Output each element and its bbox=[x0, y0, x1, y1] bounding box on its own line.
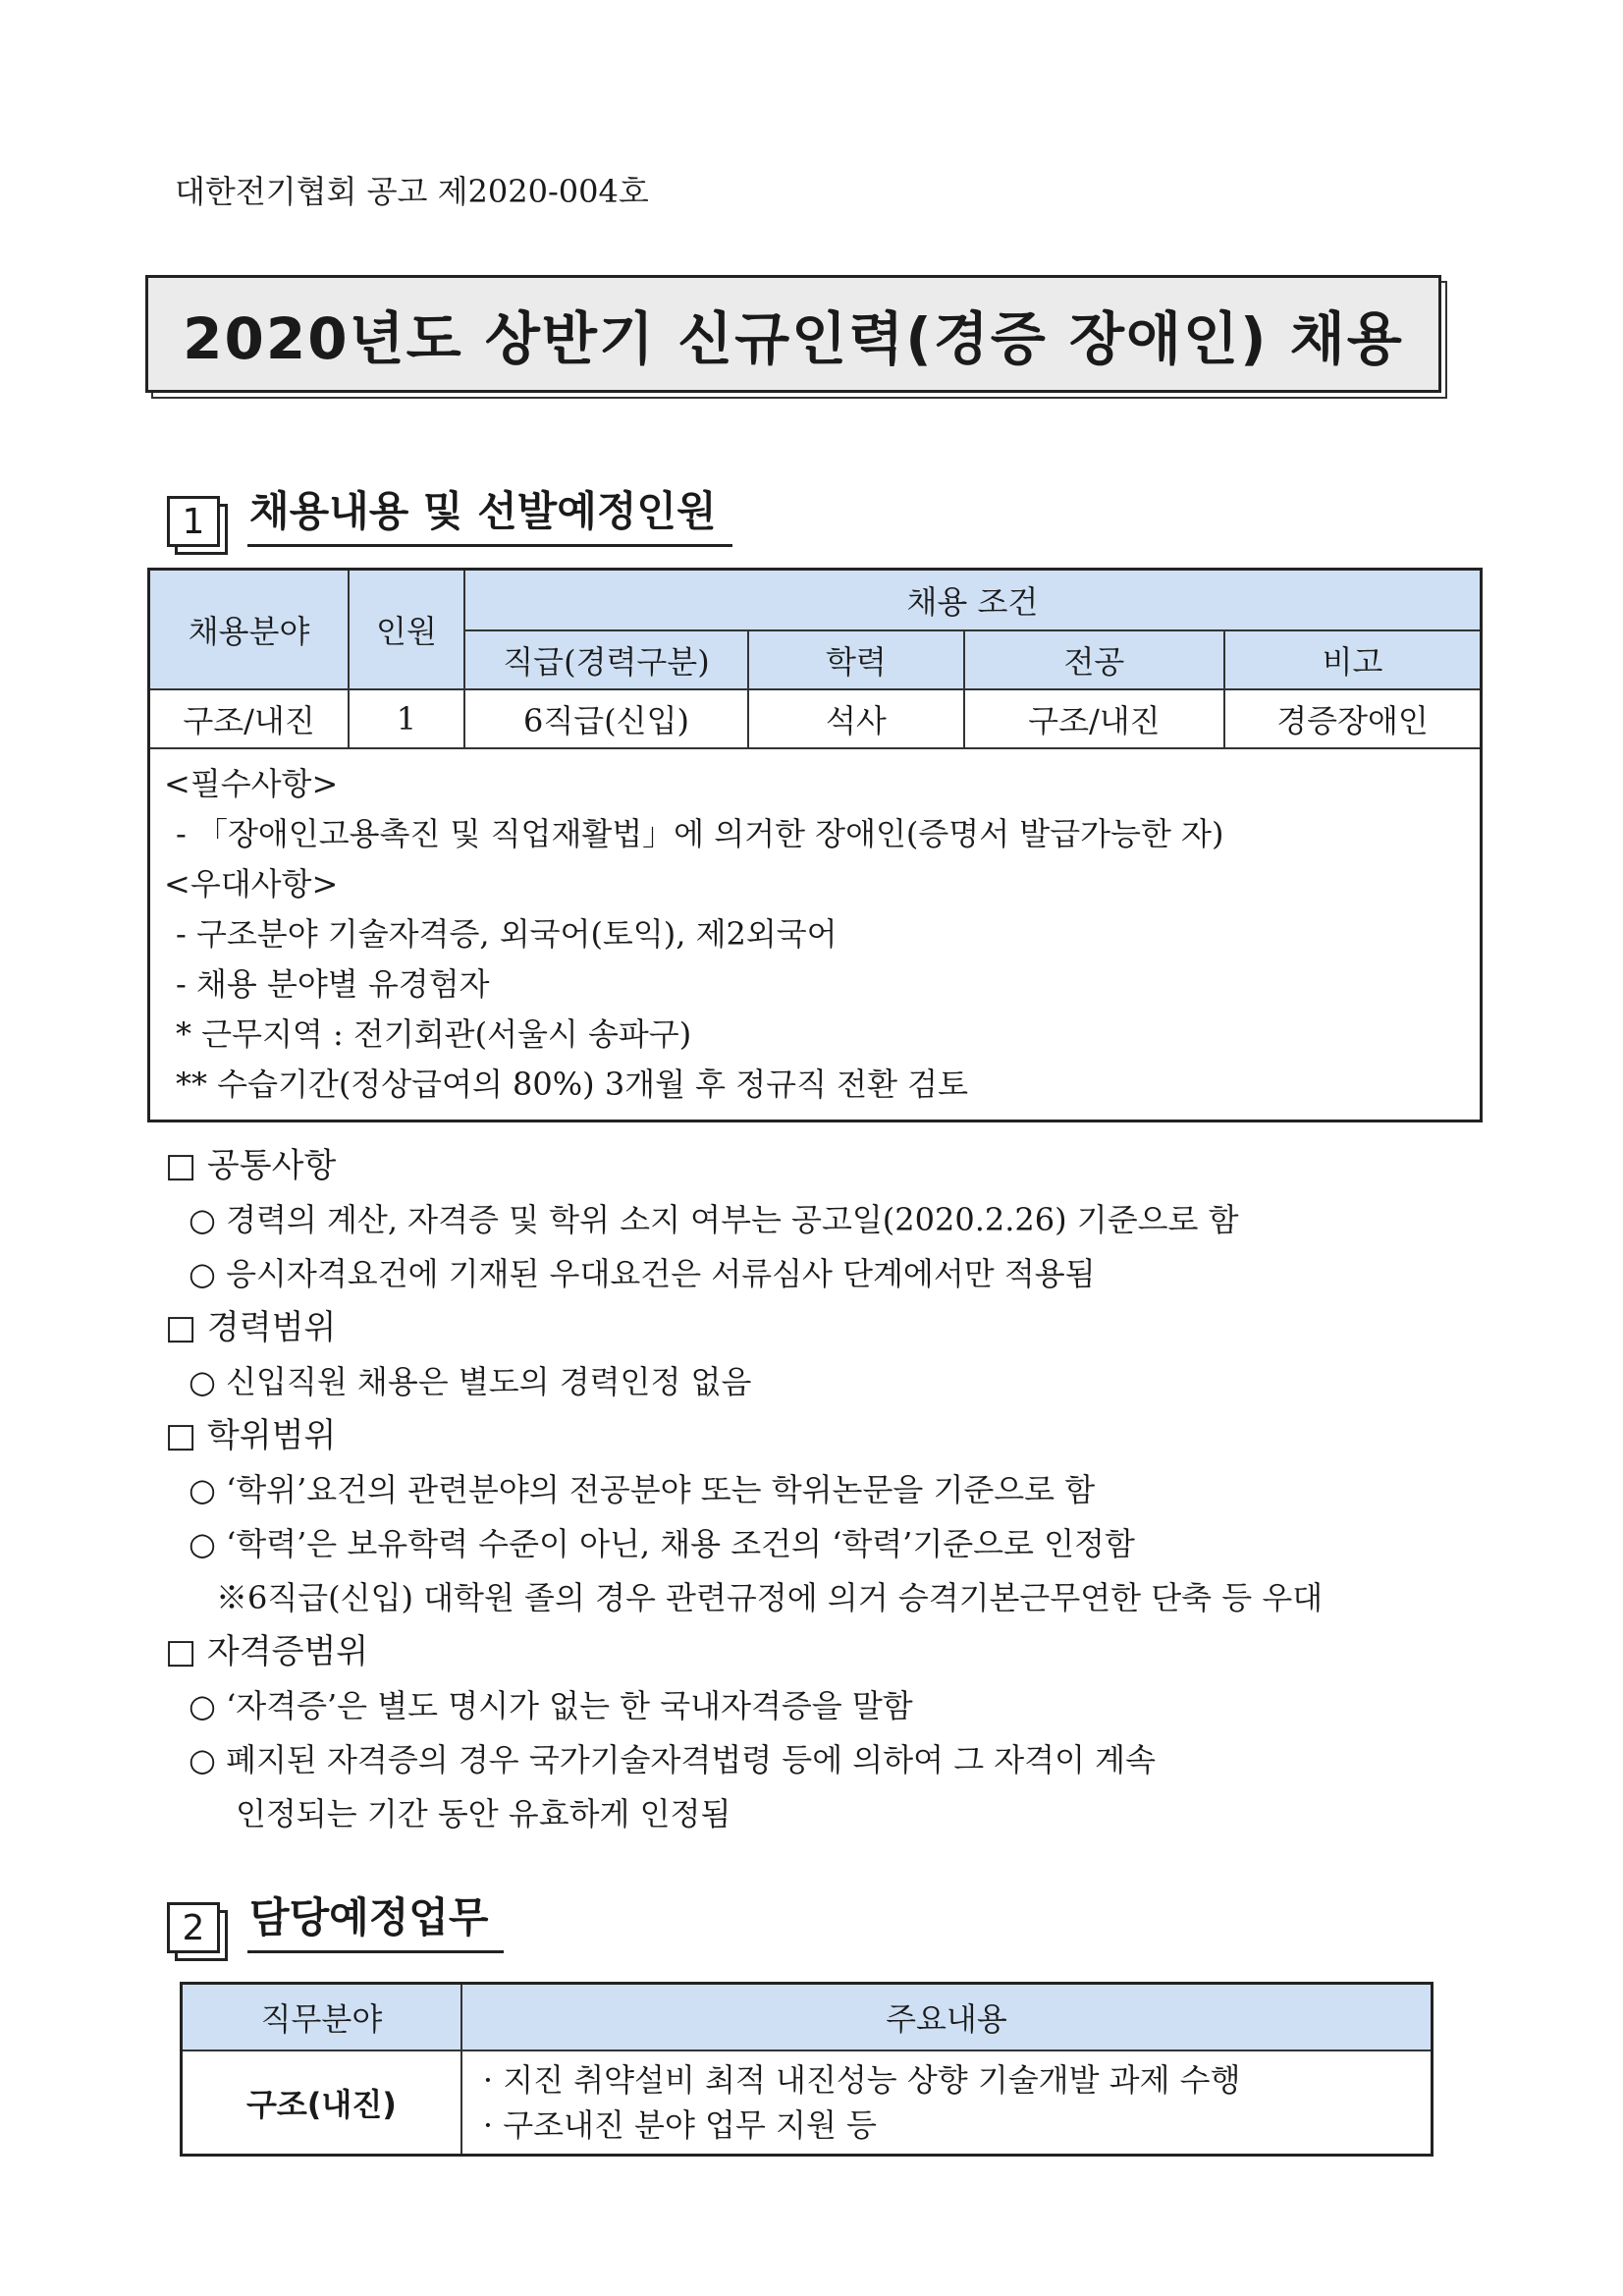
section-1-number-box bbox=[167, 496, 222, 547]
list-item: ○ 경력의 계산, 자격증 및 학위 소지 여부는 공고일(2020.2.26) 기준으로 함 bbox=[189, 1201, 1239, 1238]
section-2-title: 담당예정업무 bbox=[247, 1886, 504, 1953]
header-grade: 직급(경력구분) bbox=[464, 630, 748, 689]
list-item: ○ ‘자격증’은 별도 명시가 없는 한 국내자격증을 말함 bbox=[189, 1687, 913, 1724]
section-1-number: 1 bbox=[167, 496, 220, 547]
page-title: 2020년도 상반기 신규인력(경증 장애인) 채용 bbox=[145, 275, 1441, 393]
section-2-heading bbox=[167, 1886, 504, 1953]
header-major: 전공 bbox=[964, 630, 1224, 689]
note-line: <우대사항> bbox=[164, 864, 339, 902]
cell-count: 1 bbox=[349, 689, 464, 748]
cell-field: 구조/내진 bbox=[149, 689, 350, 748]
notice-number: 대한전기협회 공고 제2020-004호 bbox=[175, 173, 649, 210]
duty-line: · 지진 취약설비 최적 내진성능 상향 기술개발 과제 수행 bbox=[482, 2060, 1241, 2099]
list-item: ○ ‘학위’요건의 관련분야의 전공분야 또는 학위논문을 기준으로 함 bbox=[189, 1471, 1096, 1508]
list-item: ○ 폐지된 자격증의 경우 국가기술자격법령 등에 의하여 그 자격이 계속 bbox=[189, 1741, 1157, 1778]
table-row bbox=[149, 689, 1482, 748]
note-line: - 「장애인고용촉진 및 직업재활법」에 의거한 장애인(증명서 발급가능한 자) bbox=[176, 814, 1224, 852]
header-duty-field: 직무분야 bbox=[182, 1984, 461, 2051]
duties-table bbox=[180, 1982, 1434, 2157]
item-heading: □ 공통사항 bbox=[165, 1146, 337, 1185]
duty-line: · 구조내진 분야 업무 지원 등 bbox=[482, 2105, 877, 2144]
duty-field: 구조(내진) bbox=[182, 2050, 461, 2155]
header-duty-content: 주요내용 bbox=[461, 1984, 1433, 2051]
table-row bbox=[182, 2050, 1433, 2155]
item-heading: □ 학위범위 bbox=[165, 1416, 337, 1455]
notes-cell bbox=[149, 748, 1482, 1121]
sub-note: ※6직급(신입) 대학원 졸의 경우 관련규정에 의거 승격기본근무연한 단축 등 우대 bbox=[216, 1579, 1324, 1616]
title-block bbox=[145, 275, 1441, 393]
item-heading: □ 자격증범위 bbox=[165, 1632, 369, 1671]
note-line: - 채용 분야별 유경험자 bbox=[176, 964, 490, 1003]
header-field: 채용분야 bbox=[149, 570, 350, 689]
header-conditions: 채용 조건 bbox=[464, 570, 1482, 630]
section-1-heading bbox=[167, 479, 732, 547]
note-line: <필수사항> bbox=[164, 764, 339, 802]
duty-content bbox=[461, 2050, 1433, 2155]
cell-major: 구조/내진 bbox=[964, 689, 1224, 748]
section-2-number-box bbox=[167, 1902, 222, 1953]
cell-remarks: 경증장애인 bbox=[1224, 689, 1481, 748]
note-line: - 구조분야 기술자격증, 외국어(토익), 제2외국어 bbox=[176, 914, 838, 953]
list-item: ○ 신입직원 채용은 별도의 경력인정 없음 bbox=[189, 1363, 752, 1400]
section-1-title: 채용내용 및 선발예정인원 bbox=[247, 479, 732, 547]
recruitment-table bbox=[147, 568, 1483, 1122]
item-heading: □ 경력범위 bbox=[165, 1308, 337, 1347]
list-item: ○ 응시자격요건에 기재된 우대요건은 서류심사 단계에서만 적용됨 bbox=[189, 1255, 1096, 1292]
note-line: * 근무지역 : 전기회관(서울시 송파구) bbox=[176, 1014, 692, 1053]
header-remarks: 비고 bbox=[1224, 630, 1481, 689]
header-education: 학력 bbox=[748, 630, 964, 689]
note-line: ** 수습기간(정상급여의 80%) 3개월 후 정규직 전환 검토 bbox=[176, 1065, 968, 1103]
cell-grade: 6직급(신입) bbox=[464, 689, 748, 748]
cell-education: 석사 bbox=[748, 689, 964, 748]
common-items bbox=[165, 1139, 1481, 1841]
list-item: ○ ‘학력’은 보유학력 수준이 아닌, 채용 조건의 ‘학력’기준으로 인정함 bbox=[189, 1525, 1135, 1562]
list-item-continuation: 인정되는 기간 동안 유효하게 인정됨 bbox=[236, 1795, 731, 1832]
header-count: 인원 bbox=[349, 570, 464, 689]
section-2-number: 2 bbox=[167, 1902, 220, 1953]
